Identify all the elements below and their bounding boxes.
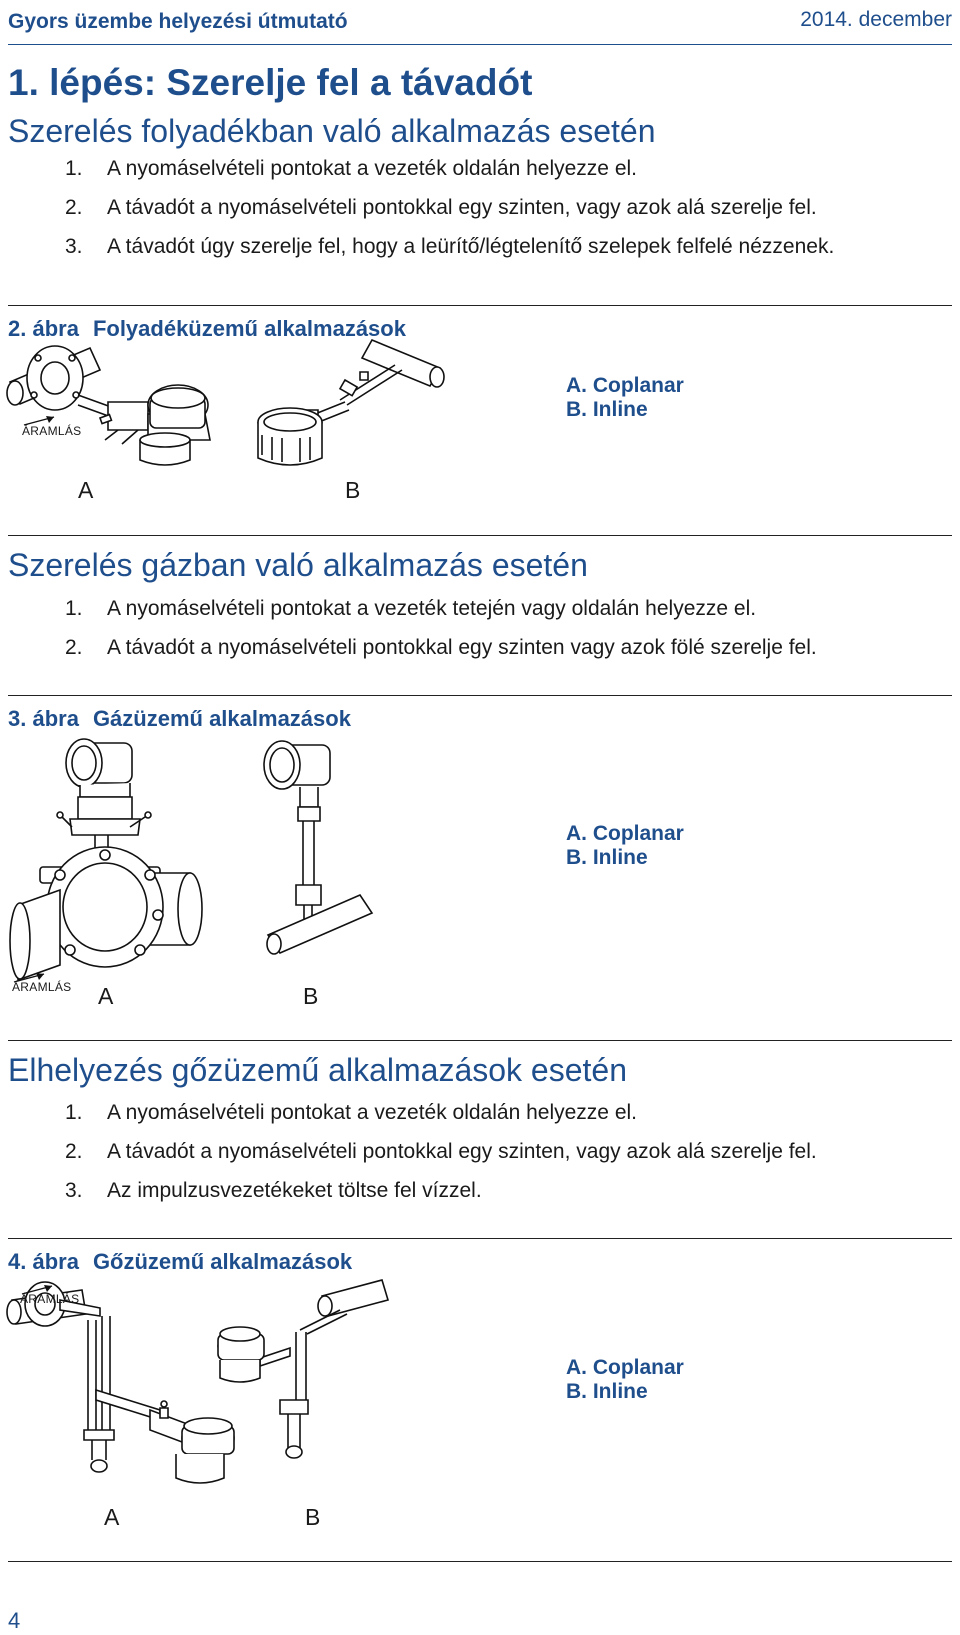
figure-divider-top bbox=[8, 305, 952, 306]
section-title-steam: Elhelyezés gőzüzemű alkalmazások esetén bbox=[8, 1052, 627, 1088]
figure-divider-bottom bbox=[8, 1040, 952, 1041]
flow-arrow-icon bbox=[22, 415, 62, 427]
step-number: 3. bbox=[65, 1179, 83, 1202]
list-item bbox=[0, 157, 834, 196]
step-number: 2. bbox=[65, 1140, 83, 1163]
flow-arrow-icon bbox=[12, 972, 52, 984]
page-number: 4 bbox=[8, 1608, 21, 1633]
legend-item-b: B. Inline bbox=[566, 1380, 648, 1403]
gas-installation-illustration bbox=[0, 735, 520, 995]
legend-item-a: A. Coplanar bbox=[566, 1356, 684, 1379]
section-title-gas: Szerelés gázban való alkalmazás esetén bbox=[8, 547, 588, 583]
step-number: 2. bbox=[65, 636, 83, 659]
document-header-date: 2014. december bbox=[800, 8, 952, 31]
step-number: 1. bbox=[65, 1101, 83, 1124]
list-item bbox=[0, 1101, 817, 1140]
flow-label: ÁRAMLÁS bbox=[12, 980, 72, 994]
list-item bbox=[0, 235, 834, 274]
step-number: 3. bbox=[65, 235, 83, 258]
figure-label-a: A bbox=[78, 477, 94, 503]
step-text: A nyomáselvételi pontokat a vezeték oldalán helyezze el. bbox=[107, 1101, 637, 1124]
coplanar-gas-drawing bbox=[10, 739, 202, 980]
list-item bbox=[0, 196, 834, 235]
list-item bbox=[0, 1179, 817, 1218]
figure-label-b: B bbox=[303, 983, 319, 1009]
step-text: A távadót a nyomáselvételi pontokkal egy szinten, vagy azok alá szerelje fel. bbox=[107, 1140, 817, 1163]
header-divider bbox=[8, 44, 952, 45]
legend-item-b: B. Inline bbox=[566, 846, 648, 869]
figure-divider-top bbox=[8, 1238, 952, 1239]
legend-item-a: A. Coplanar bbox=[566, 822, 684, 845]
figure-divider-top bbox=[8, 695, 952, 696]
list-item bbox=[0, 636, 817, 675]
step-text: Az impulzusvezetékeket töltse fel vízzel. bbox=[107, 1179, 482, 1202]
figure-legend bbox=[566, 374, 684, 422]
inline-gas-drawing bbox=[264, 741, 372, 954]
flow-arrow-icon bbox=[20, 1284, 60, 1296]
list-item bbox=[0, 597, 817, 636]
step-title: 1. lépés: Szerelje fel a távadót bbox=[8, 62, 533, 103]
step-number: 1. bbox=[65, 597, 83, 620]
inline-steam-drawing bbox=[218, 1280, 388, 1458]
flow-label: ÁRAMLÁS bbox=[22, 424, 82, 438]
figure-title-liquid bbox=[8, 316, 406, 342]
step-number: 1. bbox=[65, 157, 83, 180]
steam-installation-illustration bbox=[0, 1280, 520, 1500]
figure-caption: Gőzüzemű alkalmazások bbox=[92, 1249, 353, 1274]
step-text: A nyomáselvételi pontokat a vezeték oldalán helyezze el. bbox=[107, 157, 637, 180]
steps-list-gas bbox=[0, 597, 817, 675]
figure-title-gas bbox=[8, 706, 351, 732]
figure-number: 3. ábra bbox=[8, 706, 79, 731]
figure-divider-bottom bbox=[8, 535, 952, 536]
step-text: A távadót a nyomáselvételi pontokkal egy szinten, vagy azok alá szerelje fel. bbox=[107, 196, 817, 219]
figure-legend bbox=[566, 822, 684, 870]
legend-item-a: A. Coplanar bbox=[566, 374, 684, 397]
figure-label-b: B bbox=[345, 477, 361, 503]
figure-label-a: A bbox=[98, 983, 114, 1009]
figure-title-steam bbox=[8, 1249, 352, 1275]
step-text: A távadót a nyomáselvételi pontokkal egy szinten vagy azok fölé szerelje fel. bbox=[107, 636, 817, 659]
figure-caption: Gázüzemű alkalmazások bbox=[92, 706, 351, 731]
figure-label-a: A bbox=[104, 1504, 120, 1530]
legend-item-b: B. Inline bbox=[566, 398, 648, 421]
figure-number: 4. ábra bbox=[8, 1249, 79, 1274]
document-header-title: Gyors üzembe helyezési útmutató bbox=[8, 10, 348, 33]
figure-number: 2. ábra bbox=[8, 316, 79, 341]
figure-caption: Folyadéküzemű alkalmazások bbox=[92, 316, 406, 341]
flow-label: ÁRAMLÁS bbox=[20, 1292, 80, 1306]
list-item bbox=[0, 1140, 817, 1179]
step-text: A távadót úgy szerelje fel, hogy a leürítő/légtelenítő szelepek felfelé nézzenek. bbox=[107, 235, 835, 258]
section-title-liquid: Szerelés folyadékban való alkalmazás esetén bbox=[8, 113, 656, 149]
steps-list-steam bbox=[0, 1101, 817, 1218]
figure-legend bbox=[566, 1356, 684, 1404]
inline-liquid-drawing bbox=[258, 340, 444, 465]
step-number: 2. bbox=[65, 196, 83, 219]
figure-divider-bottom bbox=[8, 1561, 952, 1562]
steps-list-liquid bbox=[0, 157, 834, 274]
coplanar-liquid-drawing bbox=[7, 346, 210, 465]
step-text: A nyomáselvételi pontokat a vezeték tetején vagy oldalán helyezze el. bbox=[107, 597, 757, 620]
coplanar-steam-drawing bbox=[7, 1282, 234, 1483]
figure-label-b: B bbox=[305, 1504, 321, 1530]
